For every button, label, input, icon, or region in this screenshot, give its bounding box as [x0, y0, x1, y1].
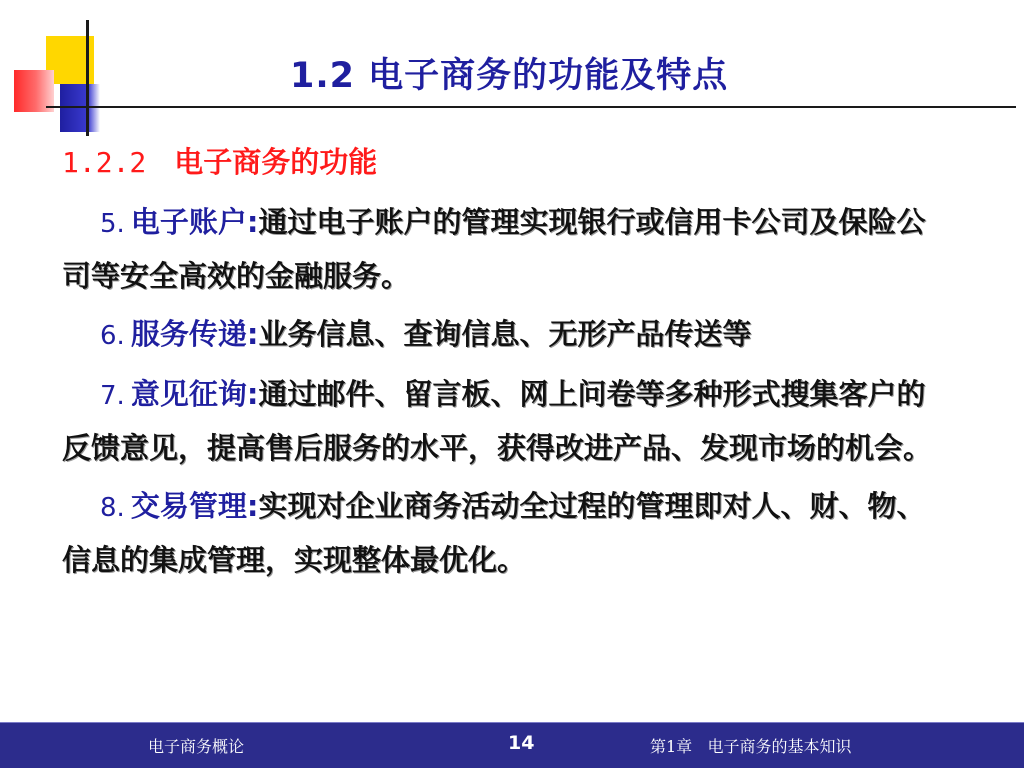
item-body: 通过电子账户的管理实现银行或信用卡公司及保险公司等安全高效的金融服务。: [62, 205, 926, 293]
title-divider-line: [46, 106, 1016, 108]
item-number: 6.: [100, 321, 125, 351]
page-number: 14: [508, 732, 535, 754]
item-number: 7.: [100, 381, 125, 411]
slide-title: 1.2 电子商务的功能及特点: [290, 56, 729, 96]
item-colon: :: [246, 317, 259, 351]
footer-course-title: 电子商务概论: [148, 737, 245, 756]
item-colon: :: [246, 377, 259, 411]
section-number: 1.2.2: [62, 146, 147, 179]
slide-footer: [0, 722, 1024, 768]
footer-chapter-title: 第1章 电子商务的基本知识: [650, 737, 852, 756]
item-heading: 交易管理: [130, 489, 247, 523]
item-heading: 电子账户: [130, 205, 247, 239]
list-item: [62, 368, 952, 474]
item-heading: 服务传递: [130, 317, 247, 351]
item-body: 业务信息、查询信息、无形产品传送等: [258, 317, 752, 351]
item-colon: :: [246, 489, 259, 523]
item-number: 8.: [100, 493, 125, 523]
item-body: 通过邮件、留言板、网上问卷等多种形式搜集客户的反馈意见，提高售后服务的水平，获得改进产品、发现市场的机会。: [62, 377, 933, 465]
section-title: 电子商务的功能: [174, 145, 378, 179]
item-body: 实现对企业商务活动全过程的管理即对人、财、物、信息的集成管理，实现整体最优化。: [62, 489, 926, 577]
logo-blue-square: [60, 84, 100, 132]
list-item: [62, 308, 952, 362]
slide-content: [62, 196, 952, 592]
item-heading: 意见征询: [130, 377, 247, 411]
slide-logo-decoration: [0, 0, 160, 140]
list-item: [62, 480, 952, 586]
section-heading: [62, 140, 377, 181]
item-colon: :: [246, 205, 259, 239]
logo-vertical-line: [86, 20, 89, 136]
list-item: [62, 196, 952, 302]
item-number: 5.: [100, 209, 125, 239]
